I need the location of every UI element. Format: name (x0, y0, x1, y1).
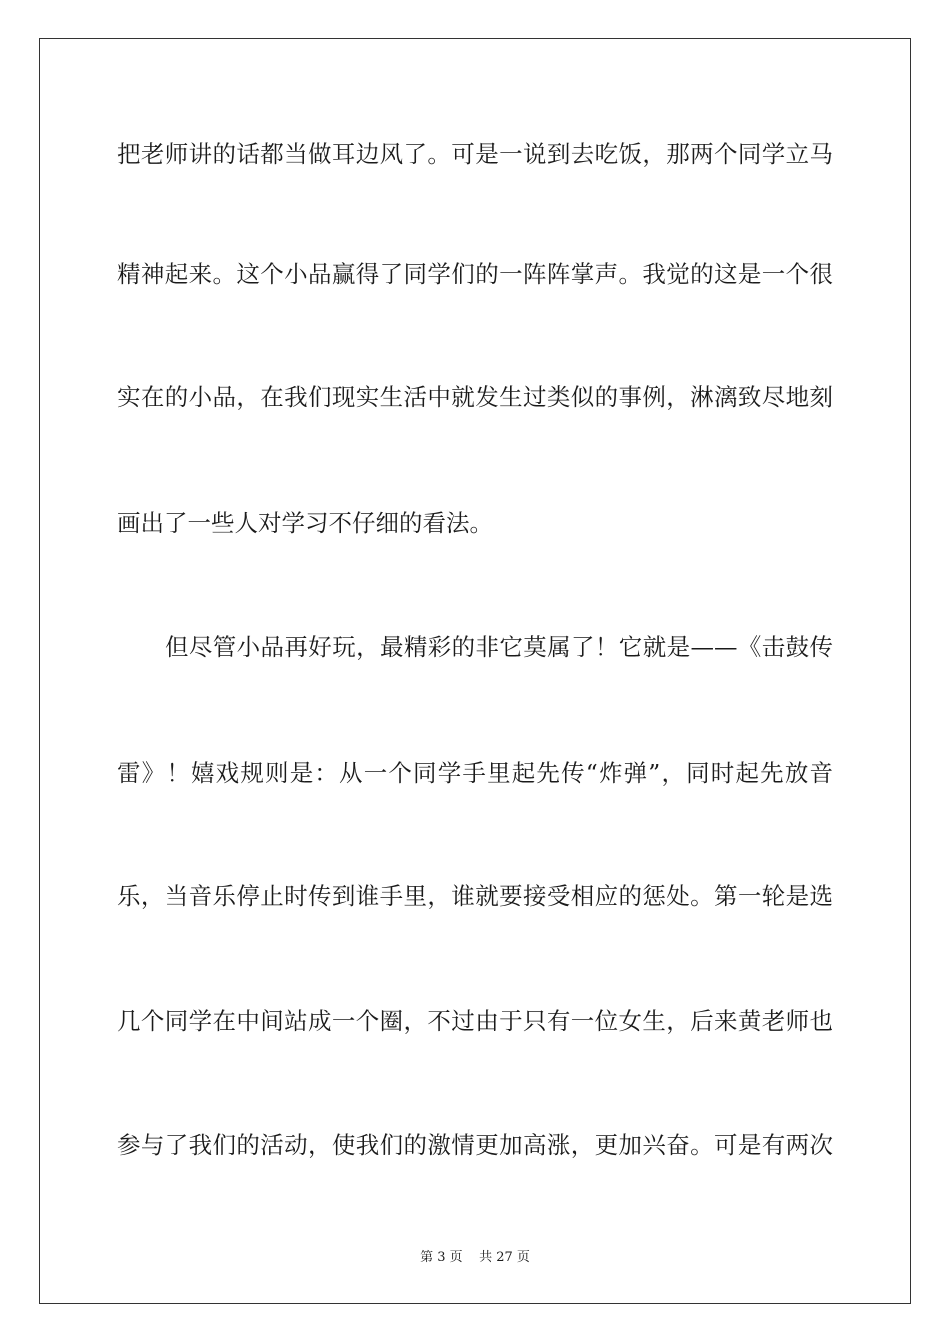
text-line-9: 参与了我们的活动，使我们的激情更加高涨，更加兴奋。可是有两次 (117, 1131, 833, 1159)
text-line-6: 雷》！嬉戏规则是：从一个同学手里起先传“炸弹”，同时起先放音 (117, 759, 833, 787)
text-line-7: 乐，当音乐停止时传到谁手里，谁就要接受相应的惩处。第一轮是选 (117, 882, 833, 910)
text-line-3: 实在的小品，在我们现实生活中就发生过类似的事例，淋漓致尽地刻 (117, 383, 833, 411)
page-number-footer: 第 3 页 共 27 页 (420, 1250, 530, 1265)
text-line-5: 但尽管小品再好玩，最精彩的非它莫属了！它就是——《击鼓传 (165, 633, 833, 661)
page-border (39, 38, 911, 1304)
text-line-2: 精神起来。这个小品赢得了同学们的一阵阵掌声。我觉的这是一个很 (117, 260, 833, 288)
text-line-8: 几个同学在中间站成一个圈，不过由于只有一位女生，后来黄老师也 (117, 1007, 833, 1035)
text-line-1: 把老师讲的话都当做耳边风了。可是一说到去吃饭，那两个同学立马 (117, 140, 833, 168)
text-line-4: 画出了一些人对学习不仔细的看法。 (117, 509, 493, 537)
